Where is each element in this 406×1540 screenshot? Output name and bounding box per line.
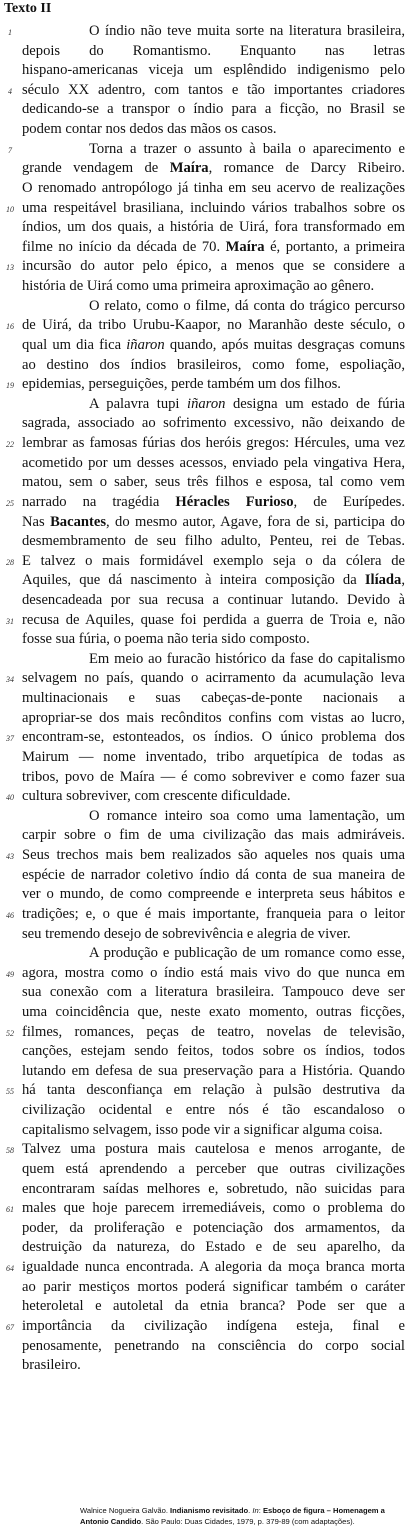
line-number: 4 bbox=[8, 86, 12, 96]
line-number: 16 bbox=[6, 322, 14, 332]
line-text: uma respeitável brasiliana, incluindo vários trabalhos sobre os bbox=[22, 199, 405, 216]
text-line bbox=[22, 983, 405, 1002]
text-line bbox=[22, 120, 405, 139]
line-text: , do mesmo autor, Agave, fora de si, participa do bbox=[106, 513, 405, 530]
line-text: Em meio ao furacão histórico da fase do capitalismo bbox=[89, 650, 405, 667]
line-number: 61 bbox=[6, 1205, 14, 1215]
line-text: índios, um dos quais, a história de Uirá, fora transformado em bbox=[22, 219, 405, 236]
text-line bbox=[22, 336, 405, 355]
line-number: 37 bbox=[6, 734, 14, 744]
line-text: multinacionais e suas cabeças-de-ponte nacionais a bbox=[22, 690, 405, 707]
line-text: O romance inteiro soa como uma lamentação, um bbox=[89, 807, 405, 824]
line-text: Mairum — nome inventado, tribo arquetípica de todas as bbox=[22, 748, 405, 765]
line-text: fosse sua fúria, o poema não teria sido composto. bbox=[22, 631, 310, 648]
text-line bbox=[22, 100, 405, 119]
line-number: 25 bbox=[6, 498, 14, 508]
text-line bbox=[22, 513, 405, 532]
text-line bbox=[22, 787, 405, 806]
text-line bbox=[22, 1081, 405, 1100]
text-line bbox=[22, 552, 405, 571]
bold-title-text: Héracles Furioso bbox=[175, 493, 294, 510]
line-text: O renomado antropólogo já tinha em seu acervo de realizações bbox=[22, 179, 405, 196]
text-line bbox=[22, 297, 405, 316]
line-text: poder, da proliferação e potenciação dos armamentos, da bbox=[22, 1219, 405, 1236]
line-text: filmes, romances, peças de teatro, novelas de televisão, bbox=[22, 1023, 405, 1040]
text-line bbox=[22, 1160, 405, 1179]
line-text: seu tremendo desejo de sobrevivência e alegria de viver. bbox=[22, 925, 351, 942]
text-line bbox=[22, 375, 405, 394]
line-text: E talvez o mais formidável exemplo seja o da cólera de bbox=[22, 552, 405, 569]
line-text: qual um dia fica bbox=[22, 336, 127, 353]
text-line bbox=[22, 473, 405, 492]
line-text: canções, estejam sendo feitos, todos sobre os índios, todos bbox=[22, 1043, 405, 1060]
line-text: narrado na tragédia bbox=[22, 493, 176, 510]
text-line bbox=[22, 1023, 405, 1042]
text-line bbox=[22, 414, 405, 433]
text-line bbox=[22, 964, 405, 983]
text-line bbox=[22, 1180, 405, 1199]
line-text: ao parir mestiços mortos poderá significar também o caráter bbox=[22, 1278, 405, 1295]
line-text: igualdade nunca encontrada. A alegoria da moça branca morta bbox=[22, 1259, 405, 1276]
line-number: 64 bbox=[6, 1264, 14, 1274]
line-text: Torna a trazer o assunto à baila o aparecimento e bbox=[89, 140, 405, 157]
line-text: capitalismo selvagem, isso pode vir a significar alguma coisa. bbox=[22, 1121, 383, 1138]
line-text: matou, sem o saber, seus três filhos e esposa, tal como vem bbox=[22, 474, 405, 491]
line-text: quando, após muitas desgraças comuns bbox=[164, 336, 405, 353]
line-text: designa um estado de fúria bbox=[225, 395, 405, 412]
line-number: 55 bbox=[6, 1087, 14, 1097]
text-line bbox=[22, 532, 405, 551]
line-text: A produção e publicação de um romance como esse, bbox=[89, 945, 405, 962]
text-line bbox=[22, 199, 405, 218]
text-line bbox=[22, 61, 405, 80]
line-number: 34 bbox=[6, 675, 14, 685]
line-text: destruição da natureza, do Estado e de seu aparelho, da bbox=[22, 1239, 405, 1256]
line-text: encontram-se, estonteados, os índios. O único problema dos bbox=[22, 729, 405, 746]
bold-title-text: Maíra bbox=[225, 238, 265, 255]
text-line bbox=[22, 669, 405, 688]
line-text: desmembramento de seu filho adulto, Penteu, rei de Tebas. bbox=[22, 533, 405, 550]
line-number: 67 bbox=[6, 1322, 14, 1332]
line-text: , de Eurípedes. bbox=[293, 493, 405, 510]
line-text: , romance de Darcy Ribeiro. bbox=[208, 160, 405, 177]
source-segment: Esboço de figura – Homenagem a Antonio Candido bbox=[80, 1506, 385, 1526]
text-line bbox=[22, 1219, 405, 1238]
text-line bbox=[22, 925, 405, 944]
text-line bbox=[22, 454, 405, 473]
line-text: agora, mostra como o índio está mais vivo do que nunca em bbox=[22, 964, 405, 981]
text-line bbox=[22, 728, 405, 747]
line-number: 1 bbox=[8, 28, 12, 37]
text-line bbox=[22, 1317, 405, 1336]
line-number: 49 bbox=[6, 969, 14, 979]
line-text: recusa de Aquiles, quase foi perdida a guerra de Troia e, não bbox=[22, 611, 405, 628]
line-number: 7 bbox=[8, 145, 12, 155]
text-line bbox=[22, 493, 405, 512]
line-text: acometido por um desses acessos, enviado pela vingativa Hera, bbox=[22, 454, 405, 471]
text-line bbox=[22, 238, 405, 257]
text-line bbox=[22, 81, 405, 100]
text-line bbox=[22, 611, 405, 630]
line-number: 19 bbox=[6, 381, 14, 391]
line-text: encontraram saídas melhores e, sobretudo, não suicidas para bbox=[22, 1180, 405, 1197]
text-line bbox=[22, 866, 405, 885]
text-line bbox=[22, 218, 405, 237]
line-text: lembrar as famosas fúrias dos heróis gregos: Hércules, uma vez bbox=[22, 435, 405, 452]
line-text: O relato, como o filme, dá conta do trágico percurso bbox=[89, 297, 405, 314]
line-text: ao destino dos índios brasileiros, como fome, espoliação, bbox=[22, 356, 405, 373]
line-text: epidemias, perseguições, perde também um dos filhos. bbox=[22, 376, 341, 393]
line-text: selvagem no país, quando o acirramento da acumulação leva bbox=[22, 670, 405, 687]
line-text: quem está aprendendo a perceber que outras civilizações bbox=[22, 1160, 405, 1177]
text-line bbox=[22, 42, 405, 61]
line-text: brasileiro. bbox=[22, 1357, 81, 1374]
line-text: é, portanto, a primeira bbox=[264, 238, 405, 255]
text-line bbox=[22, 1121, 405, 1140]
bold-title-text: Ilíada bbox=[364, 572, 402, 589]
line-text: história de Uirá como uma primeira aproximação ao gênero. bbox=[22, 278, 375, 295]
line-number: 22 bbox=[6, 440, 14, 450]
line-number: 10 bbox=[6, 204, 14, 214]
line-number: 43 bbox=[6, 852, 14, 862]
text-line bbox=[22, 1297, 405, 1316]
source-segment: In bbox=[252, 1506, 259, 1515]
line-text: Seus trechos mais bem realizados são aqueles nos quais uma bbox=[22, 847, 405, 864]
text-line bbox=[22, 748, 405, 767]
text-line bbox=[22, 630, 405, 649]
bold-title-text: Bacantes bbox=[50, 513, 107, 530]
line-text: sua conexão com a literatura brasileira. Tampouco deve ser bbox=[22, 984, 405, 1001]
line-text: O índio não teve muita sorte na literatura brasileira, bbox=[89, 23, 405, 39]
line-text: apropriar-se dos mais recônditos confins com vistas ao lucro, bbox=[22, 709, 405, 726]
text-line bbox=[22, 768, 405, 787]
text-line bbox=[22, 650, 405, 669]
text-line bbox=[22, 846, 405, 865]
line-number: 13 bbox=[6, 263, 14, 273]
line-text: filme no início da década de 70. bbox=[22, 238, 226, 255]
text-line bbox=[22, 356, 405, 375]
italic-term-text: iñaron bbox=[126, 336, 165, 353]
line-number: 31 bbox=[6, 616, 14, 626]
text-line bbox=[22, 1003, 405, 1022]
source-segment: Indianismo revisitado bbox=[170, 1506, 249, 1515]
line-number: 46 bbox=[6, 910, 14, 920]
line-number: 40 bbox=[6, 793, 14, 803]
source-segment: . São Paulo: Duas Cidades, 1979, p. 379-89 (com adaptações). bbox=[141, 1517, 355, 1526]
text-line bbox=[22, 826, 405, 845]
text-line bbox=[22, 571, 405, 590]
line-number: 58 bbox=[6, 1146, 14, 1156]
line-text: , bbox=[401, 572, 405, 589]
text-line bbox=[22, 1062, 405, 1081]
text-line bbox=[22, 689, 405, 708]
text-line bbox=[22, 159, 405, 178]
line-text: Aquiles, que dá nascimento à inteira composição da bbox=[22, 572, 365, 589]
text-line bbox=[22, 179, 405, 198]
source-segment: . bbox=[248, 1506, 253, 1515]
italic-term-text: iñaron bbox=[187, 395, 226, 412]
line-text: depois do Romantismo. Enquanto nas letras bbox=[22, 42, 405, 59]
line-text: cultura sobreviver, com crescente dificuldade. bbox=[22, 788, 291, 805]
bold-title-text: Maíra bbox=[169, 160, 209, 177]
line-text: ver o mundo, de como compreende e interpreta seus hábitos e bbox=[22, 886, 405, 903]
text-line bbox=[22, 257, 405, 276]
text-line bbox=[22, 1140, 405, 1159]
text-line bbox=[22, 277, 405, 296]
source-segment: : bbox=[258, 1506, 263, 1515]
text-line bbox=[22, 1101, 405, 1120]
text-line bbox=[22, 709, 405, 728]
line-text: males que hoje parecem irremediáveis, como o problema do bbox=[22, 1200, 405, 1217]
line-text: podem contar nos dedos das mãos os casos. bbox=[22, 121, 277, 138]
line-text: tradições; e, o que é mais importante, franqueia para o leitor bbox=[22, 905, 405, 922]
text-line bbox=[22, 885, 405, 904]
line-text: importância da civilização indígena esteja, final e bbox=[22, 1317, 405, 1334]
line-text: penosamente, penetrando na consciência do corpo social bbox=[22, 1337, 405, 1354]
line-text: de Uirá, da tribo Urubu-Kaapor, no Maranhão deste século, o bbox=[22, 317, 405, 334]
line-text: sagrada, associado ao sofrimento excessivo, não deixando de bbox=[22, 415, 405, 432]
line-text: tribos, povo de Maíra — é como sobreviver e como fazer sua bbox=[22, 768, 405, 785]
line-text: século XX adentro, com tantos e tão importantes criadores bbox=[22, 81, 405, 98]
line-number: 28 bbox=[6, 557, 14, 567]
line-text: grande vendagem de bbox=[22, 160, 170, 177]
text-line bbox=[22, 434, 405, 453]
line-text: espécie de narrador coletivo índio dá conta de sua maneira de bbox=[22, 866, 405, 883]
line-text: hispano-americanas viceja um esplêndido indigenismo pelo bbox=[22, 62, 405, 79]
text-line bbox=[22, 1042, 405, 1061]
text-line bbox=[22, 1238, 405, 1257]
line-text: há tanta desconfiança em relação à pulsão destrutiva da bbox=[22, 1082, 405, 1099]
line-text: A palavra tupi bbox=[89, 395, 188, 412]
text-line bbox=[22, 1199, 405, 1218]
line-text: dedicando-se a transpor o índio para a ficção, no Brasil se bbox=[22, 101, 405, 118]
line-number: 52 bbox=[6, 1028, 14, 1038]
text-title: Texto II bbox=[4, 1, 52, 16]
text-line bbox=[22, 1356, 405, 1375]
text-line bbox=[22, 1258, 405, 1277]
line-text: Nas bbox=[22, 513, 51, 530]
line-text: civilização ocidental e entre nós é tão escandaloso o bbox=[22, 1102, 405, 1119]
text-line bbox=[22, 1337, 405, 1356]
text-line bbox=[22, 1278, 405, 1297]
line-text: lutando em defesa de sua preservação para a História. Quando bbox=[22, 1062, 405, 1079]
text-line bbox=[22, 316, 405, 335]
line-text: Talvez uma postura mais cautelosa e menos arrogante, de bbox=[22, 1141, 405, 1158]
text-line bbox=[22, 22, 405, 41]
text-line bbox=[22, 905, 405, 924]
text-line bbox=[22, 395, 405, 414]
text-line bbox=[22, 140, 405, 159]
line-text: heteroletal e autoletal da etnia branca? Pode ser que a bbox=[22, 1298, 405, 1315]
line-text: desencadeada por sua recusa a continuar lutando. Devido à bbox=[22, 591, 405, 608]
text-line bbox=[22, 807, 405, 826]
text-line bbox=[22, 591, 405, 610]
line-text: uma coincidência que, neste exato momento, outras ficções, bbox=[22, 1004, 405, 1020]
source-segment: Walnice Nogueira Galvão. bbox=[80, 1506, 171, 1515]
source-citation bbox=[80, 1505, 402, 1527]
line-text: incursão do autor pelo épico, a menos que se considere a bbox=[22, 258, 405, 275]
line-text: carpir sobre o fim de uma civilização das mais admiráveis. bbox=[22, 827, 405, 844]
text-line bbox=[22, 944, 405, 963]
